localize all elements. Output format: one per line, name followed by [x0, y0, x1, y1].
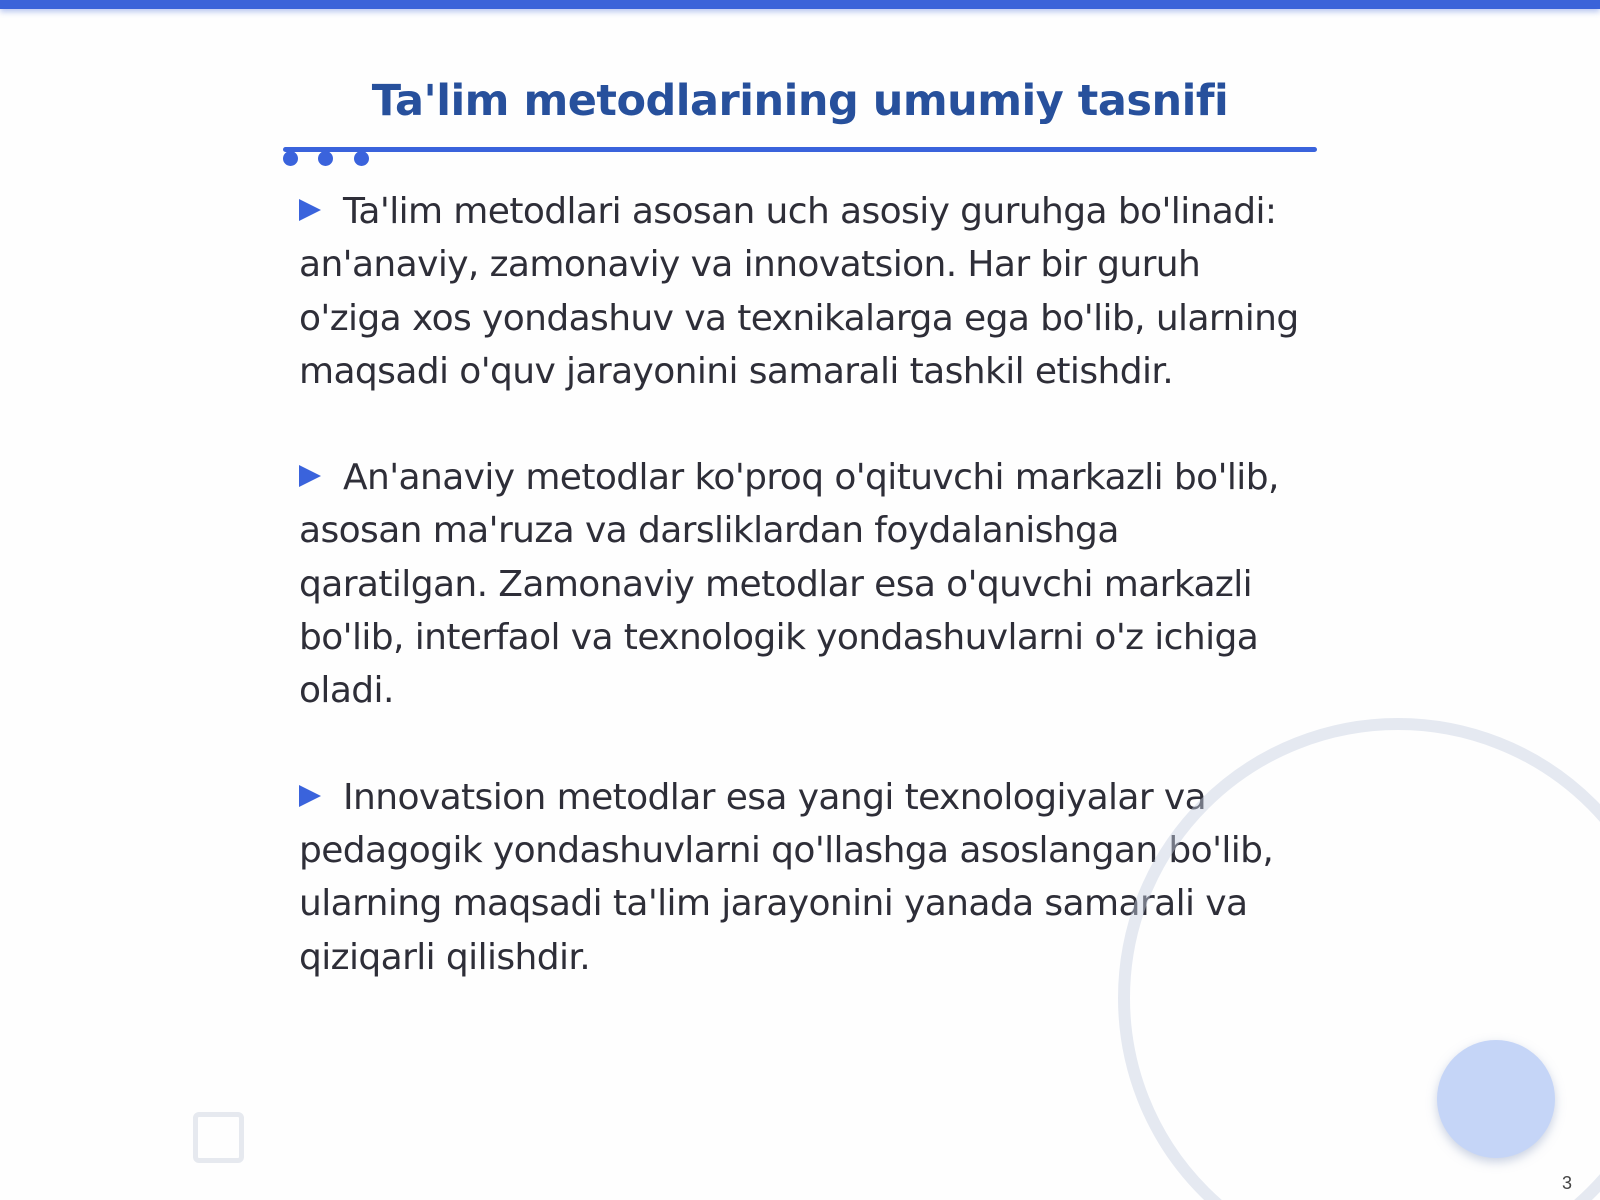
bullet-text: An'anaviy metodlar ko'proq o'qituvchi markazli bo'lib, asosan ma'ruza va darsliklardan foydalanishga qaratilgan. Zamonaviy metodlar esa o'quvchi markazli bo'lib, interfaol va texnologik yondashuvlarni o'z ichiga oladi.: [299, 457, 1279, 712]
slide-title: Ta'lim metodlarining umumiy tasnifi: [371, 76, 1229, 126]
decor-dot: [283, 151, 298, 166]
decor-square: [193, 1112, 244, 1163]
decor-dot: [318, 151, 333, 166]
arrow-right-icon: [299, 199, 321, 221]
title-underline: [283, 147, 1317, 152]
decor-circle: [1437, 1040, 1555, 1158]
page-number: 3: [1561, 1173, 1572, 1193]
arrow-right-icon: [299, 465, 321, 487]
arrow-right-icon: [299, 785, 321, 807]
bullet-text: Ta'lim metodlari asosan uch asosiy guruhga bo'linadi: an'anaviy, zamonaviy va innovatsion. Har bir guruh o'ziga xos yondashuv va texnikalarga ega bo'lib, ularning maqsadi o'quv jarayonini samarali tashkil etishdir.: [299, 191, 1299, 392]
bullet-item: [299, 451, 1309, 717]
bullet-text: Innovatsion metodlar esa yangi texnologiyalar va pedagogik yondashuvlarni qo'llashga asoslangan bo'lib, ularning maqsadi ta'lim jarayonini yanada samarali va qiziqarli qilishdir.: [299, 776, 1274, 978]
top-accent-bar: [0, 0, 1600, 9]
decor-dot: [354, 151, 369, 166]
bullet-item: [299, 185, 1309, 398]
